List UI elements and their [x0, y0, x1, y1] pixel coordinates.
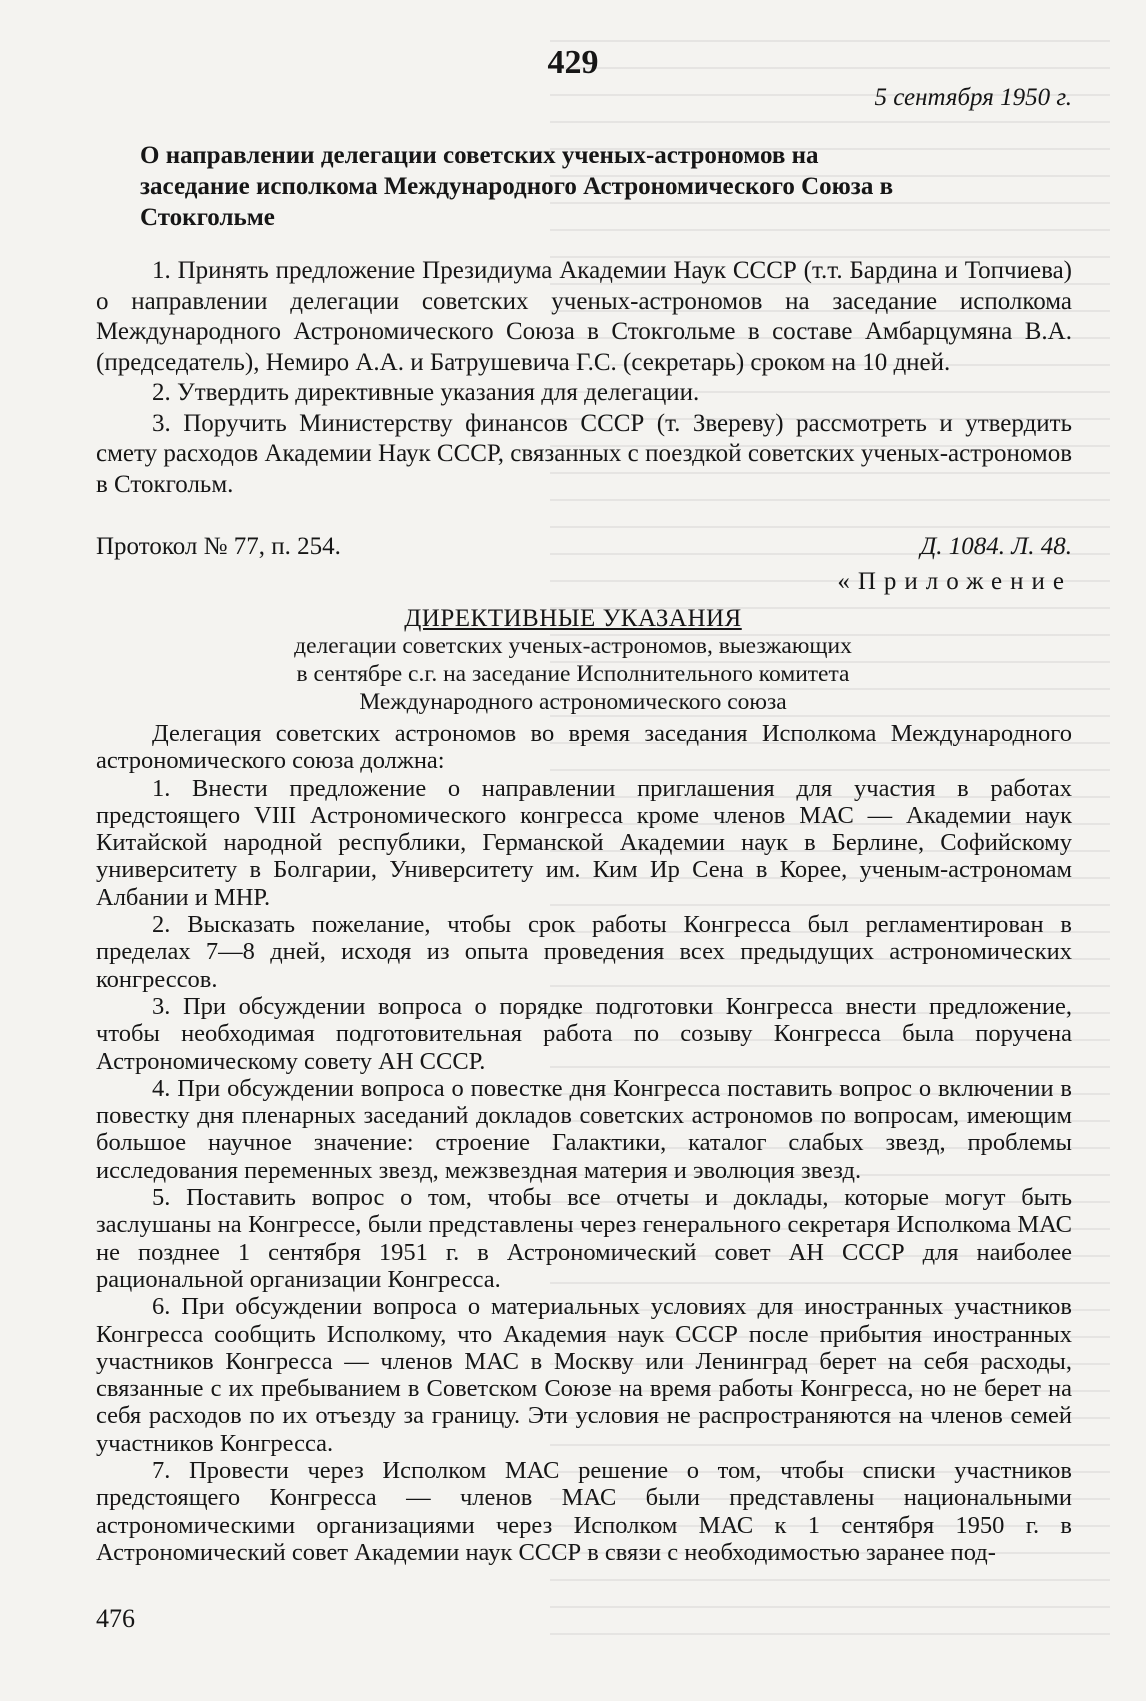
protocol-reference: Протокол № 77, п. 254.: [96, 533, 341, 560]
appendix-subheading: [0, 632, 1146, 716]
resolution-paragraph-3: 3. Поручить Министерству финансов СССР (т. Звереву) рассмотреть и утвердить смету расходов Академии Наук СССР, связанных с поездкой советских ученых-астрономов в Стокгольм.: [96, 409, 1072, 498]
resolution-paragraph-2: 2. Утвердить директивные указания для делегации.: [152, 379, 700, 406]
appendix-label: «Приложение: [837, 568, 1072, 595]
directives-body: [96, 720, 1072, 1566]
directive-item-1: 1. Внести предложение о направлении приглашения для участия в работах предстоящего VIII Астрономического конгресса кроме членов МАС — Академии наук Китайской народной республики, Германской Академии наук в Берлине, Софийскому университету в Болгарии, Университету им. Ким Ир Сена в Корее, ученым-астрономам Албании и МНР.: [96, 774, 1072, 911]
appendix-subheading-line: в сентябре с.г. на заседание Исполнительного комитета: [296, 661, 850, 687]
archive-reference: Д. 1084. Л. 48.: [920, 533, 1072, 560]
appendix-heading: ДИРЕКТИВНЫЕ УКАЗАНИЯ: [404, 605, 742, 632]
document-date: 5 сентября 1950 г.: [874, 84, 1072, 111]
directive-item-4: 4. При обсуждении вопроса о повестке дня Конгресса поставить вопрос о включении в повестку дня пленарных заседаний докладов советских астрономов по вопросам, имеющим большое научное значение: строение Галактики, каталог слабых звезд, проблемы исследования переменных звезд, межзвездная материя и эволюция звезд.: [96, 1074, 1072, 1184]
directive-item-3: 3. При обсуждении вопроса о порядке подготовки Конгресса внести предложение, чтобы необходимая подготовительная работа по созыву Конгресса была поручена Астрономическому совету АН СССР.: [96, 992, 1072, 1075]
document-number: 429: [547, 44, 599, 81]
document-title: О направлении делегации советских ученых-астрономов на заседание исполкома Международного Астрономического Союза в Стокгольме: [140, 142, 894, 231]
resolution-body: [96, 256, 1072, 500]
directive-item-6: 6. При обсуждении вопроса о материальных условиях для иностранных участников Конгресса сообщить Исполкому, что Академия наук СССР после прибытия иностранных участников Конгресса — членов МАС в Москву или Ленинград берет на себя расходы, связанные с их пребыванием в Советском Союзе на время работы Конгресса, но не берет на себя расходов по их отъезду за границу. Эти условия не распространяются на членов семей участников Конгресса.: [96, 1293, 1072, 1457]
appendix-subheading-line: Международного астрономического союза: [359, 689, 787, 715]
protocol-line: [96, 533, 1072, 561]
resolution-paragraph-1: 1. Принять предложение Президиума Академии Наук СССР (т.т. Бардина и Топчиева) о направлении делегации советских ученых-астрономов на заседание исполкома Международного Астрономического Союза в Стокгольме в составе Амбарцумяна В.А. (председатель), Немиро А.А. и Батрушевича Г.С. (секретарь) сроком на 10 дней.: [96, 257, 1072, 376]
directive-intro: Делегация советских астрономов во время заседания Исполкома Международного астрономического союза должна:: [96, 720, 1072, 775]
appendix-subheading-line: делегации советских ученых-астрономов, выезжающих: [294, 633, 852, 659]
directive-item-7: 7. Провести через Исполком МАС решение о том, чтобы списки участников предстоящего Конгресса — членов МАС были представлены национальными астрономическими организациями через Исполком МАС к 1 сентября 1950 г. в Астрономический совет Академии наук СССР в связи с необходимостью заранее под-: [96, 1457, 1072, 1566]
page-number: 476: [96, 1604, 135, 1633]
directive-item-2: 2. Высказать пожелание, чтобы срок работы Конгресса был регламентирован в пределах 7—8 дней, исходя из опыта проведения всех предыдущих астрономических конгрессов.: [96, 911, 1072, 993]
directive-item-5: 5. Поставить вопрос о том, чтобы все отчеты и доклады, которые могут быть заслушаны на Конгрессе, были представлены через генерального секретаря Исполкома МАС не позднее 1 сентября 1951 г. в Астрономический совет АН СССР для наиболее рациональной организации Конгресса.: [96, 1184, 1072, 1293]
